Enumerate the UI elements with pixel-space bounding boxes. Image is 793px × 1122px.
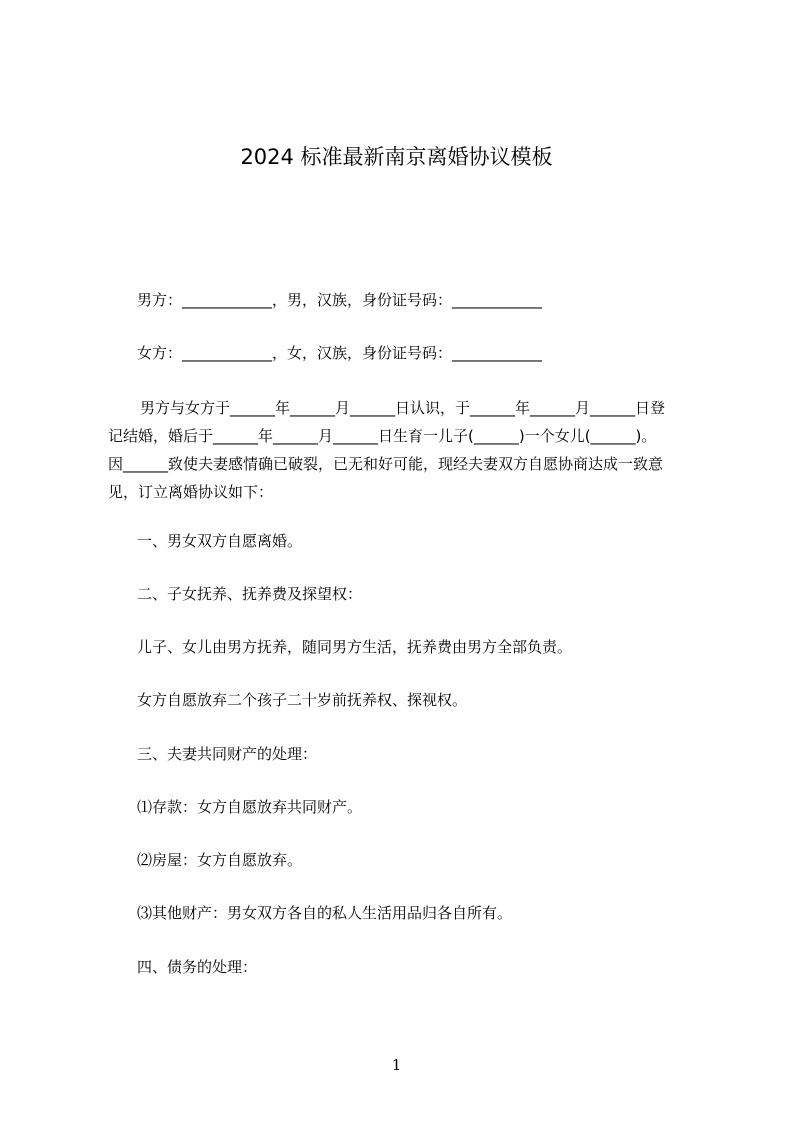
document-title: 2024 标准最新南京离婚协议模板 <box>240 145 553 169</box>
intro-paragraph <box>108 394 708 506</box>
party-female-line: 女方：____________，女，汉族，身份证号码：____________ <box>137 344 543 362</box>
clause-3-heading: 三、夫妻共同财产的处理： <box>137 745 318 763</box>
intro-line: 记结婚，婚后于______年______月______日生育一儿子(______)一个女儿(______)。 <box>108 427 657 445</box>
clause-2-heading: 二、子女抚养、抚养费及探望权： <box>137 585 363 603</box>
clause-4-heading: 四、债务的处理： <box>137 958 258 976</box>
clause-3-item-house: ⑵房屋：女方自愿放弃。 <box>137 851 303 869</box>
clause-2-text-custody: 儿子、女儿由男方抚养，随同男方生活，抚养费由男方全部负责。 <box>137 638 573 656</box>
intro-line: 因______致使夫妻感情确已破裂，已无和好可能，现经夫妻双方自愿协商达成一致意 <box>108 455 664 473</box>
clause-3-item-other: ⑶其他财产：男女双方各自的私人生活用品归各自所有。 <box>137 904 513 922</box>
clause-2-text-waiver: 女方自愿放弃二个孩子二十岁前抚养权、探视权。 <box>137 691 468 709</box>
page-number: 1 <box>391 1056 402 1074</box>
intro-line: 男方与女方于______年______月______日认识，于______年______月______日登 <box>140 399 666 417</box>
clause-1-heading: 一、男女双方自愿离婚。 <box>137 532 303 550</box>
intro-line: 见，订立离婚协议如下： <box>108 483 274 501</box>
party-male-line: 男方：____________，男，汉族，身份证号码：____________ <box>137 291 543 309</box>
clause-3-item-deposits: ⑴存款：女方自愿放弃共同财产。 <box>137 798 363 816</box>
